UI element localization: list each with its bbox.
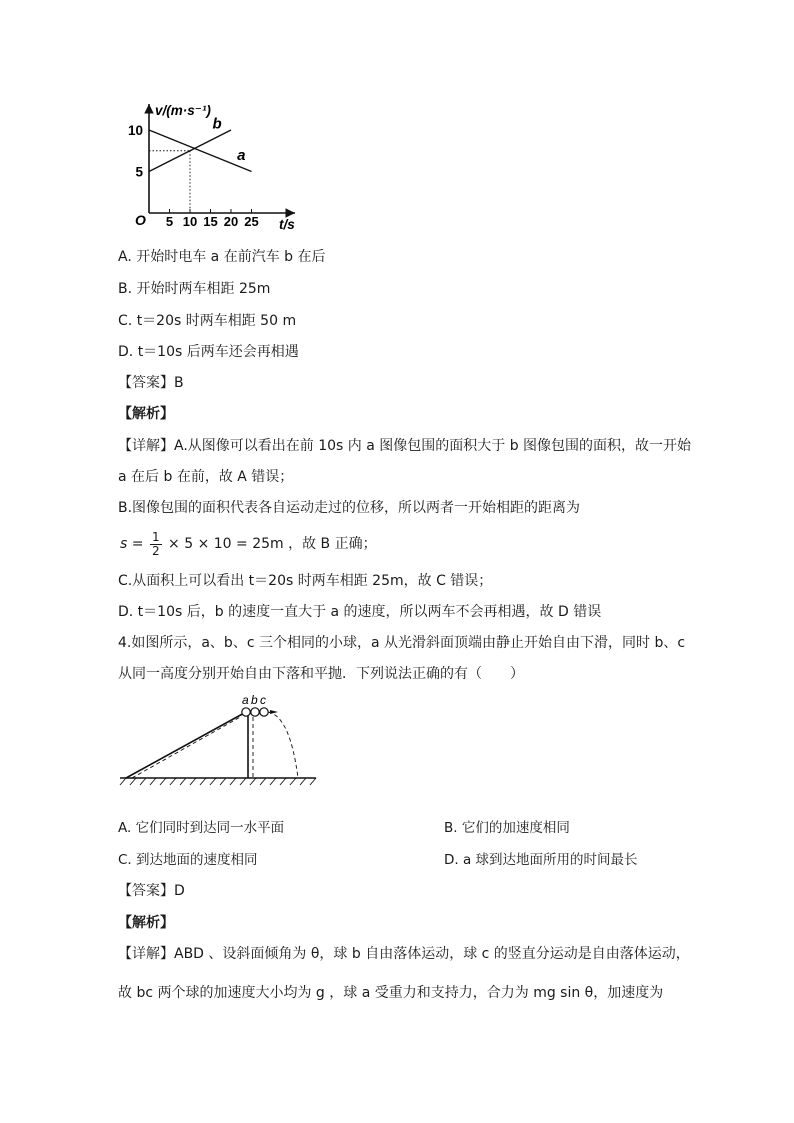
y-axis-label: v/(m·s⁻¹) <box>155 103 211 118</box>
q4-option-a: A. 它们同时到达同一水平面 <box>118 820 285 836</box>
ball-c-label: c <box>260 693 266 707</box>
q4-option-b: B. 它们的加速度相同 <box>444 820 570 836</box>
q4-option-d: D. a 球到达地面所用的时间最长 <box>444 852 638 868</box>
q3-formula: s = $\frac{1}{2}$ × 5 × 10 = 25m ，故 B 正确； <box>120 529 377 558</box>
q4-detail-line-1: 【详解】ABD 、设斜面倾角为 θ，球 b 自由落体运动，球 c 的竖直分运动是自由落体运动， <box>118 946 690 962</box>
x-tick-label: 25 <box>244 214 259 229</box>
x-axis-label: t/s <box>279 217 295 232</box>
q4-option-c: C. 到达地面的速度相同 <box>118 852 258 868</box>
x-tick-label: 20 <box>223 214 239 229</box>
q4-stem-line-2: 从同一高度分别开始自由下落和平抛．下列说法正确的有（ ） <box>118 666 524 682</box>
q4-answer: 【答案】D <box>118 883 185 899</box>
x-tick-label: 10 <box>182 214 198 229</box>
q3-detail-line-3: B.图像包围的面积代表各自运动走过的位移，所以两者一开始相距的距离为 <box>118 500 581 516</box>
ball-a <box>242 708 250 716</box>
incline-figure <box>118 692 318 788</box>
x-tick-label: 15 <box>203 214 218 229</box>
x-tick-label: 5 <box>165 214 174 229</box>
ball-b <box>251 708 259 716</box>
projectile-arrow <box>270 710 278 714</box>
q4-analysis-label: 【解析】 <box>118 915 174 931</box>
projectile-path-dashed <box>268 712 298 778</box>
q4-stem-line-1: 4.如图所示，a、b、c 三个相同的小球，a 从光滑斜面顶端由静止开始自由下滑，同时 b、c <box>118 635 686 651</box>
fraction-one-half: $\frac{1}{2}$ <box>151 529 160 558</box>
ball-a-label: a <box>242 693 249 707</box>
q4-detail-line-2: 故 bc 两个球的加速度大小均为 g ，球 a 受重力和支持力，合力为 mg sin θ，加速度为 <box>118 985 664 1001</box>
series-a-label: a <box>237 146 246 164</box>
y-tick-label: 10 <box>127 123 143 138</box>
incline-path-dashed <box>132 716 242 778</box>
incline-surface <box>126 712 246 778</box>
q3-detail-line-4: C.从面积上可以看出 t＝20s 时两车相距 25m，故 C 错误； <box>118 573 493 589</box>
q3-detail-line-5: D. t＝10s 后，b 的速度一直大于 a 的速度，所以两车不会再相遇，故 D 错误 <box>118 604 602 620</box>
q3-option-a: A. 开始时电车 a 在前汽车 b 在后 <box>118 249 326 265</box>
q3-answer: 【答案】B <box>118 375 184 391</box>
ball-b-label: b <box>251 693 258 707</box>
q3-option-c: C. t＝20s 时两车相距 50 m <box>118 313 297 329</box>
velocity-time-graph <box>115 98 305 233</box>
q3-detail-line-2: a 在后 b 在前，故 A 错误； <box>118 469 294 485</box>
q3-analysis-label: 【解析】 <box>118 406 174 422</box>
q3-detail-line-1: 【详解】A.从图像可以看出在前 10s 内 a 图像包围的面积大于 b 图像包围的面积，故一开始 <box>118 438 692 454</box>
ground-hatching <box>120 778 316 785</box>
ball-c <box>260 708 268 716</box>
q3-option-b: B. 开始时两车相距 25m <box>118 281 271 297</box>
series-b-label: b <box>212 115 222 133</box>
y-tick-label: 5 <box>135 164 143 180</box>
origin-label: O <box>135 212 146 228</box>
q3-option-d: D. t＝10s 后两车还会再相遇 <box>118 344 299 360</box>
